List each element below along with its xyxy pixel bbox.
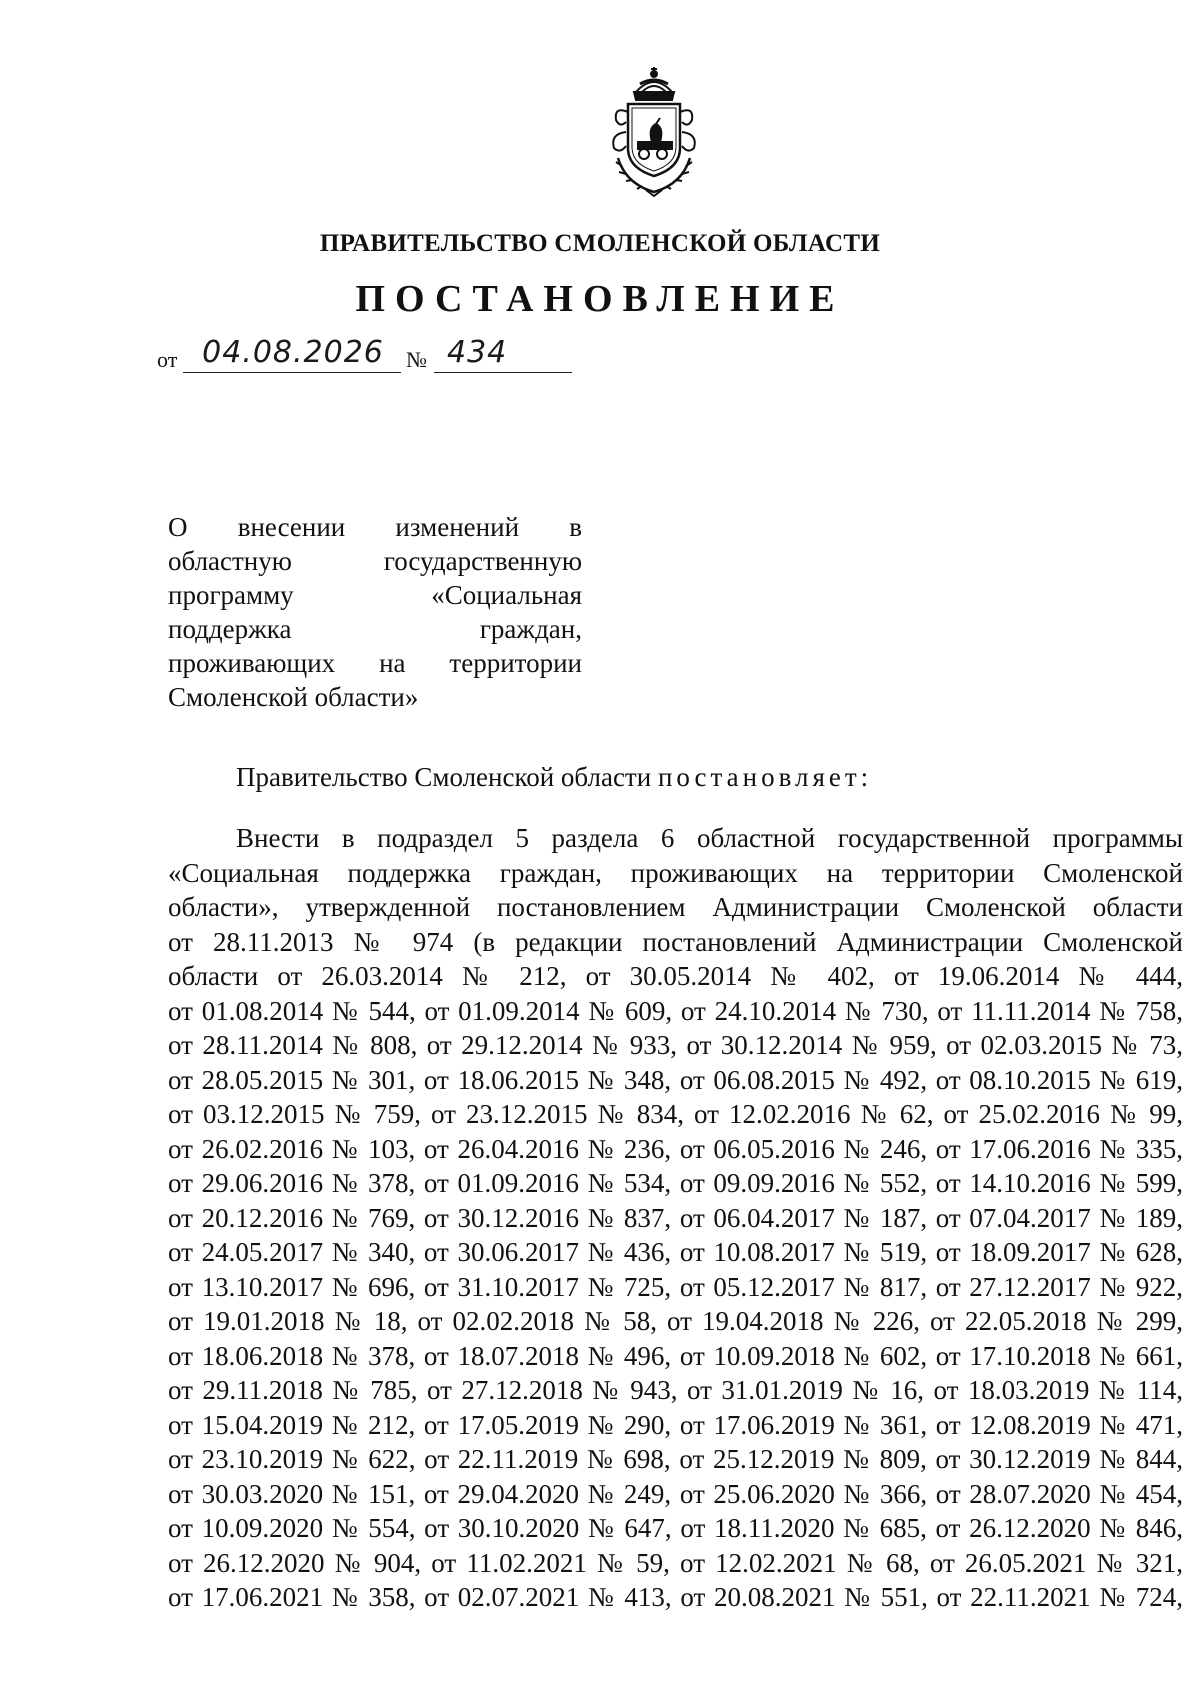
government-title: ПРАВИТЕЛЬСТВО СМОЛЕНСКОЙ ОБЛАСТИ: [319, 230, 881, 257]
number-underline: [434, 372, 572, 373]
body-line: от 28.11.2014 № 808, от 29.12.2014 № 933, от 30.12.2014 № 959, от 02.03.2015 № 73,: [168, 1030, 1183, 1060]
subject-line: областную государственную: [168, 546, 582, 576]
document-type-title: ПОСТАНОВЛЕНИЕ: [355, 278, 845, 320]
subject-line: программу «Социальная: [168, 580, 582, 610]
body-line: от 30.03.2020 № 151, от 29.04.2020 № 249, от 25.06.2020 № 366, от 28.07.2020 № 454,: [168, 1478, 1183, 1509]
body-line: от 13.10.2017 № 696, от 31.10.2017 № 725, от 05.12.2017 № 817, от 27.12.2017 № 922,: [168, 1271, 1183, 1302]
body-line: от 26.02.2016 № 103, от 26.04.2016 № 236, от 06.05.2016 № 246, от 17.06.2016 № 335,: [168, 1133, 1183, 1164]
body-line: области от 26.03.2014 № 212, от 30.05.2014 № 402, от 19.06.2014 № 444,: [168, 961, 1183, 991]
body-line: области», утвержденной постановлением Администрации Смоленской области: [168, 892, 1183, 922]
subject-line: поддержка граждан,: [168, 614, 582, 644]
body-paragraph: [168, 821, 1183, 1615]
subject-line: О внесении изменений в: [168, 512, 582, 542]
body-line: от 01.08.2014 № 544, от 01.09.2014 № 609, от 24.10.2014 № 730, от 11.11.2014 № 758,: [168, 995, 1183, 1026]
coat-of-arms-icon: [596, 62, 712, 200]
body-line: от 15.04.2019 № 212, от 17.05.2019 № 290, от 17.06.2019 № 361, от 12.08.2019 № 471,: [168, 1409, 1183, 1440]
date-underline: [183, 372, 401, 373]
body-line: «Социальная поддержка граждан, проживающих на территории Смоленской: [168, 857, 1183, 888]
body-line: от 18.06.2018 № 378, от 18.07.2018 № 496, от 10.09.2018 № 602, от 17.10.2018 № 661,: [168, 1340, 1183, 1371]
body-line: от 24.05.2017 № 340, от 30.06.2017 № 436, от 10.08.2017 № 519, от 18.09.2017 № 628,: [168, 1237, 1183, 1267]
resolving-clause: [236, 762, 872, 793]
date-number-line: [157, 337, 577, 377]
body-line: от 10.09.2020 № 554, от 30.10.2020 № 647, от 18.11.2020 № 685, от 26.12.2020 № 846,: [168, 1513, 1183, 1543]
handwritten-number: 434: [447, 335, 508, 370]
subject-line: проживающих на территории: [168, 648, 582, 678]
handwritten-date: 04.08.2026: [202, 335, 384, 370]
date-prefix: от: [157, 347, 178, 372]
subject-line: Смоленской области»: [168, 682, 419, 712]
body-line: от 28.05.2015 № 301, от 18.06.2015 № 348, от 06.08.2015 № 492, от 08.10.2015 № 619,: [168, 1064, 1183, 1095]
body-line: от 20.12.2016 № 769, от 30.12.2016 № 837, от 06.04.2017 № 187, от 07.04.2017 № 189,: [168, 1202, 1183, 1233]
resolving-verb: постановляет:: [657, 762, 873, 792]
body-line: от 19.01.2018 № 18, от 02.02.2018 № 58, от 19.04.2018 № 226, от 22.05.2018 № 299,: [168, 1306, 1183, 1336]
resolving-lead: Правительство Смоленской области: [236, 762, 658, 792]
body-line: от 17.06.2021 № 358, от 02.07.2021 № 413, от 20.08.2021 № 551, от 22.11.2021 № 724,: [168, 1582, 1183, 1612]
body-line: Внести в подраздел 5 раздела 6 областной государственной программы: [236, 823, 1183, 853]
body-line: от 26.12.2020 № 904, от 11.02.2021 № 59, от 12.02.2021 № 68, от 26.05.2021 № 321,: [168, 1547, 1183, 1578]
body-line: от 28.11.2013 № 974 (в редакции постановлений Администрации Смоленской: [168, 926, 1183, 957]
body-line: от 03.12.2015 № 759, от 23.12.2015 № 834, от 12.02.2016 № 62, от 25.02.2016 № 99,: [168, 1099, 1183, 1129]
body-line: от 29.06.2016 № 378, от 01.09.2016 № 534, от 09.09.2016 № 552, от 14.10.2016 № 599,: [168, 1168, 1183, 1198]
body-line: от 23.10.2019 № 622, от 22.11.2019 № 698, от 25.12.2019 № 809, от 30.12.2019 № 844,: [168, 1444, 1183, 1474]
body-line: от 29.11.2018 № 785, от 27.12.2018 № 943, от 31.01.2019 № 16, от 18.03.2019 № 114,: [168, 1375, 1183, 1405]
subject-block: [168, 510, 582, 714]
number-prefix: №: [406, 347, 427, 372]
